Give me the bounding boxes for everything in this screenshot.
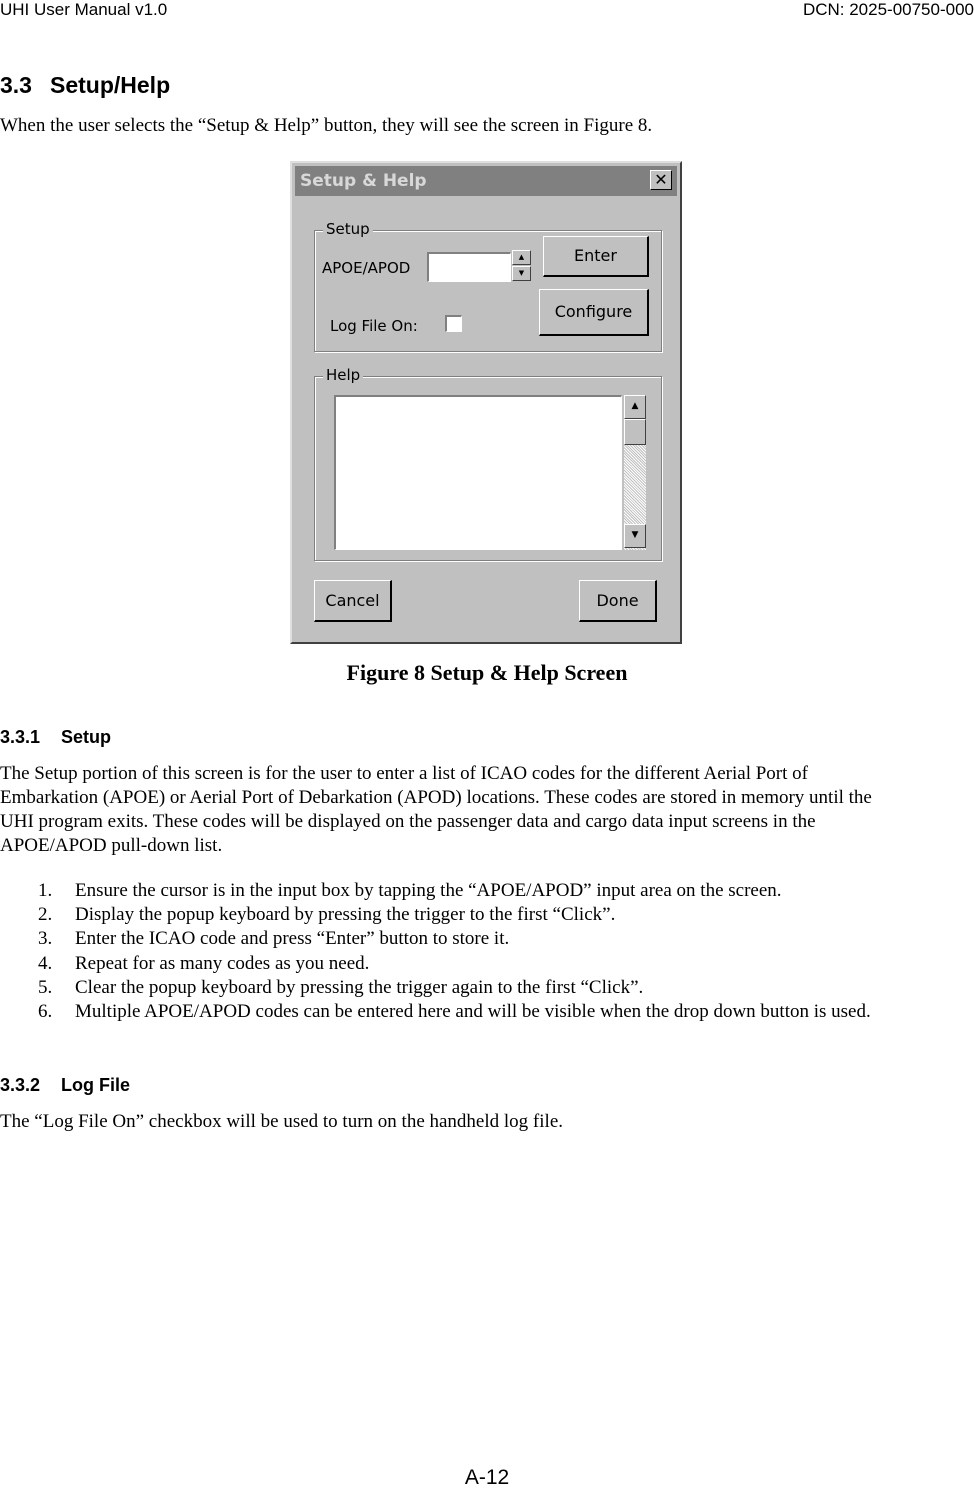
list-item [0, 976, 871, 1000]
list-item [0, 903, 871, 927]
logfile-paragraph: The “Log File On” checkbox will be used to turn on the handheld log file. [0, 1111, 563, 1132]
section-title: Setup/Help [50, 72, 171, 98]
dialog-titlebar[interactable] [295, 166, 677, 196]
setup-paragraph-line-1: The Setup portion of this screen is for the user to enter a list of ICAO codes for the different Aerial Port of [0, 763, 808, 784]
list-text: Display the popup keyboard by pressing the trigger to the first “Click”. [75, 904, 616, 926]
list-text: Repeat for as many codes as you need. [75, 952, 370, 974]
section-intro: When the user selects the “Setup & Help” button, they will see the screen in Figure 8. [0, 115, 653, 136]
help-textarea[interactable] [334, 395, 622, 550]
help-group-label: Help [323, 366, 363, 384]
setup-paragraph-line-2: Embarkation (APOE) or Aerial Port of Debarkation (APOD) locations. These codes are stored in memory until the [0, 787, 872, 808]
header-left: UHI User Manual v1.0 [0, 0, 168, 19]
list-item [0, 1000, 871, 1024]
close-icon[interactable]: ✕ [650, 170, 672, 190]
done-button[interactable]: Done [579, 580, 657, 622]
section-heading [0, 72, 170, 99]
list-text: Enter the ICAO code and press “Enter” button to store it. [75, 928, 510, 950]
apoe-input[interactable] [427, 252, 511, 282]
spin-up-icon[interactable]: ▲ [512, 250, 531, 265]
dialog-title: Setup & Help [300, 171, 427, 191]
list-number: 1. [38, 880, 53, 901]
list-item [0, 879, 871, 903]
page-number: A-12 [464, 1466, 510, 1489]
logfile-label: Log File On: [330, 317, 418, 335]
setup-paragraph-line-3: UHI program exits. These codes will be displayed on the passenger data and cargo data input screens in the [0, 811, 816, 832]
list-number: 2. [38, 904, 53, 926]
scroll-up-icon[interactable]: ▲ [624, 395, 646, 419]
logfile-checkbox[interactable] [445, 315, 462, 332]
spin-down-icon[interactable]: ▼ [512, 266, 531, 281]
cancel-button[interactable]: Cancel [314, 580, 392, 622]
setup-steps-list [0, 879, 871, 1024]
scroll-down-icon[interactable]: ▼ [624, 524, 646, 548]
subsection-setup-heading [0, 727, 111, 748]
list-number: 5. [38, 976, 53, 998]
scroll-thumb[interactable] [624, 419, 646, 445]
figure-caption: Figure 8 Setup & Help Screen [346, 660, 628, 685]
header-right: DCN: 2025-00750-000 [802, 0, 974, 19]
list-item [0, 927, 871, 951]
subsection-logfile-title: Log File [61, 1075, 130, 1095]
configure-button[interactable]: Configure [539, 289, 649, 336]
list-number: 6. [38, 1001, 53, 1023]
enter-button[interactable]: Enter [543, 236, 649, 277]
setup-help-dialog [290, 161, 682, 644]
list-text: Multiple APOE/APOD codes can be entered here and will be visible when the drop down button is used. [75, 1001, 871, 1023]
subsection-logfile-number: 3.3.2 [0, 1075, 41, 1095]
setup-paragraph-line-4: APOE/APOD pull-down list. [0, 835, 223, 856]
list-number: 3. [38, 928, 53, 950]
apoe-label: APOE/APOD [322, 259, 411, 277]
subsection-logfile-heading [0, 1075, 130, 1096]
subsection-setup-number: 3.3.1 [0, 727, 41, 747]
section-number: 3.3 [0, 72, 32, 98]
list-text: Ensure the cursor is in the input box by tapping the “APOE/APOD” input area on the screen. [75, 880, 782, 901]
list-text: Clear the popup keyboard by pressing the trigger again to the first “Click”. [75, 976, 644, 998]
list-item [0, 952, 871, 976]
list-number: 4. [38, 952, 53, 974]
setup-group-label: Setup [323, 220, 373, 238]
subsection-setup-title: Setup [61, 727, 112, 747]
